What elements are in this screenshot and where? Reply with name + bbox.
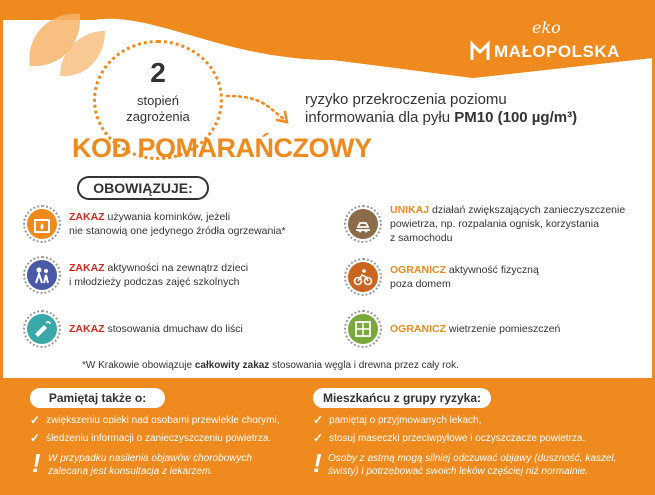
- remember-warning-line1: W przypadku nasilenia objawów chorobowych: [48, 453, 252, 464]
- degree-label-line2: zagrożenia: [126, 109, 190, 124]
- rule-text-line1: używania kominków, jeżeli: [104, 211, 231, 223]
- icon-frame: [344, 258, 382, 296]
- remember-warning: [48, 452, 252, 478]
- remember-warning-line2: zalecana jest konsultacja z lekarzem.: [48, 466, 214, 477]
- check-icon: ✓: [313, 413, 324, 427]
- fireplace-icon: [27, 209, 57, 239]
- risk-group-item-text: stosuj maseczki przeciwpyłowe i oczyszczacze powietrza.: [329, 432, 586, 444]
- exclamation-icon: !: [32, 448, 41, 478]
- logo-eko-text: eko: [532, 18, 561, 37]
- rule-keyword: ZAKAZ: [69, 323, 105, 335]
- footnote-bold: całkowity zakaz: [194, 360, 270, 371]
- rule-text-line1: działań zwiększających zanieczyszczenie: [429, 204, 626, 216]
- rule-item-avoid-pollution: [344, 203, 625, 245]
- rule-text: [69, 210, 286, 238]
- risk-group-warning-line2: świsty) i potrzebować swoich leków częściej niż normalnie.: [328, 466, 589, 477]
- remember-item-text: śledzeniu informacji o zanieczyszczeniu powietrza.: [46, 432, 272, 444]
- threat-degree-number: 2: [150, 57, 166, 88]
- footnote: [82, 360, 459, 371]
- risk-group-item-text: pamiętaj o przyjmowanych lekach,: [329, 414, 482, 426]
- campfire-car-icon: [348, 209, 378, 239]
- rule-text: [390, 203, 625, 245]
- degree-label-line1: stopień: [137, 93, 179, 108]
- in-force-label: OBOWIĄZUJE:: [77, 176, 209, 200]
- check-icon: ✓: [313, 431, 324, 445]
- icon-frame: [23, 256, 61, 294]
- window-icon: [348, 314, 378, 344]
- eko-malopolska-logo: [470, 18, 640, 68]
- icon-frame: [23, 310, 61, 348]
- children-icon: [27, 260, 57, 290]
- rule-item-leaf-blower: [23, 310, 243, 348]
- rule-text-line2: i młodzieży podczas zajęć szkolnych: [69, 276, 240, 288]
- leaf-blower-icon: [27, 314, 57, 344]
- rule-keyword: UNIKAJ: [390, 204, 430, 216]
- exclamation-icon: !: [313, 448, 322, 478]
- risk-description: [305, 91, 577, 127]
- threat-degree-label: [96, 93, 220, 125]
- risk-pollutant: PM10 (100 µg/m³): [454, 109, 578, 126]
- rule-text: [390, 322, 560, 336]
- rule-item-children: [23, 256, 248, 294]
- rule-text-line1: stosowania dmuchaw do liści: [104, 323, 243, 335]
- remember-item: [30, 413, 280, 427]
- rule-text-line1: aktywność fizyczną: [446, 264, 539, 276]
- risk-group-title: Mieszkańcu z grupy ryzyka:: [313, 388, 491, 408]
- rule-text: [69, 261, 248, 289]
- rule-item-fireplace: [23, 205, 286, 243]
- rule-text-line2: powietrza, np. rozpalania ognisk, korzystania: [390, 218, 599, 230]
- rule-item-ventilation: [344, 310, 560, 348]
- rule-text-line3: z samochodu: [390, 232, 453, 244]
- code-title: KOD POMARAŃCZOWY: [72, 133, 372, 163]
- logo-mark-icon: [470, 40, 490, 62]
- footnote-suffix: stosowania węgla i drewna przez cały rok.: [269, 360, 459, 371]
- remember-item-text: zwiększeniu opieki nad osobami przewlekle chorymi,: [46, 414, 280, 426]
- rule-text-line2: nie stanowią one jedynego źródła ogrzewania*: [69, 225, 286, 237]
- footnote-prefix: *W Krakowie obowiązuje: [82, 360, 195, 371]
- icon-frame: [23, 205, 61, 243]
- risk-line1: ryzyko przekroczenia poziomu: [305, 91, 507, 108]
- rule-text: [390, 263, 539, 291]
- logo-name: MAŁOPOLSKA: [494, 42, 620, 61]
- rule-keyword: ZAKAZ: [69, 211, 105, 223]
- remember-title: Pamiętaj także o:: [30, 388, 165, 408]
- check-icon: ✓: [30, 413, 41, 427]
- rule-keyword: OGRANICZ: [390, 323, 446, 335]
- risk-line2-prefix: informowania dla pyłu: [305, 109, 455, 126]
- risk-group-warning-line1: Osoby z astmą mogą silniej odczuwać objawy (duszność, kaszel,: [328, 453, 617, 464]
- risk-group-warning: [328, 452, 616, 478]
- rule-item-physical-activity: [344, 258, 539, 296]
- rule-text-line1: aktywności na zewnątrz dzieci: [104, 262, 249, 274]
- rule-text: [69, 322, 243, 336]
- icon-frame: [344, 205, 382, 243]
- risk-group-item: [313, 413, 481, 427]
- rule-keyword: ZAKAZ: [69, 262, 105, 274]
- check-icon: ✓: [30, 431, 41, 445]
- cyclist-icon: [348, 262, 378, 292]
- rule-text-line2: poza domem: [390, 278, 451, 290]
- icon-frame: [344, 310, 382, 348]
- rule-text-line1: wietrzenie pomieszczeń: [446, 323, 561, 335]
- remember-item: [30, 431, 271, 445]
- risk-group-item: [313, 431, 585, 445]
- dotted-arrow-icon: [225, 90, 305, 130]
- rule-keyword: OGRANICZ: [390, 264, 446, 276]
